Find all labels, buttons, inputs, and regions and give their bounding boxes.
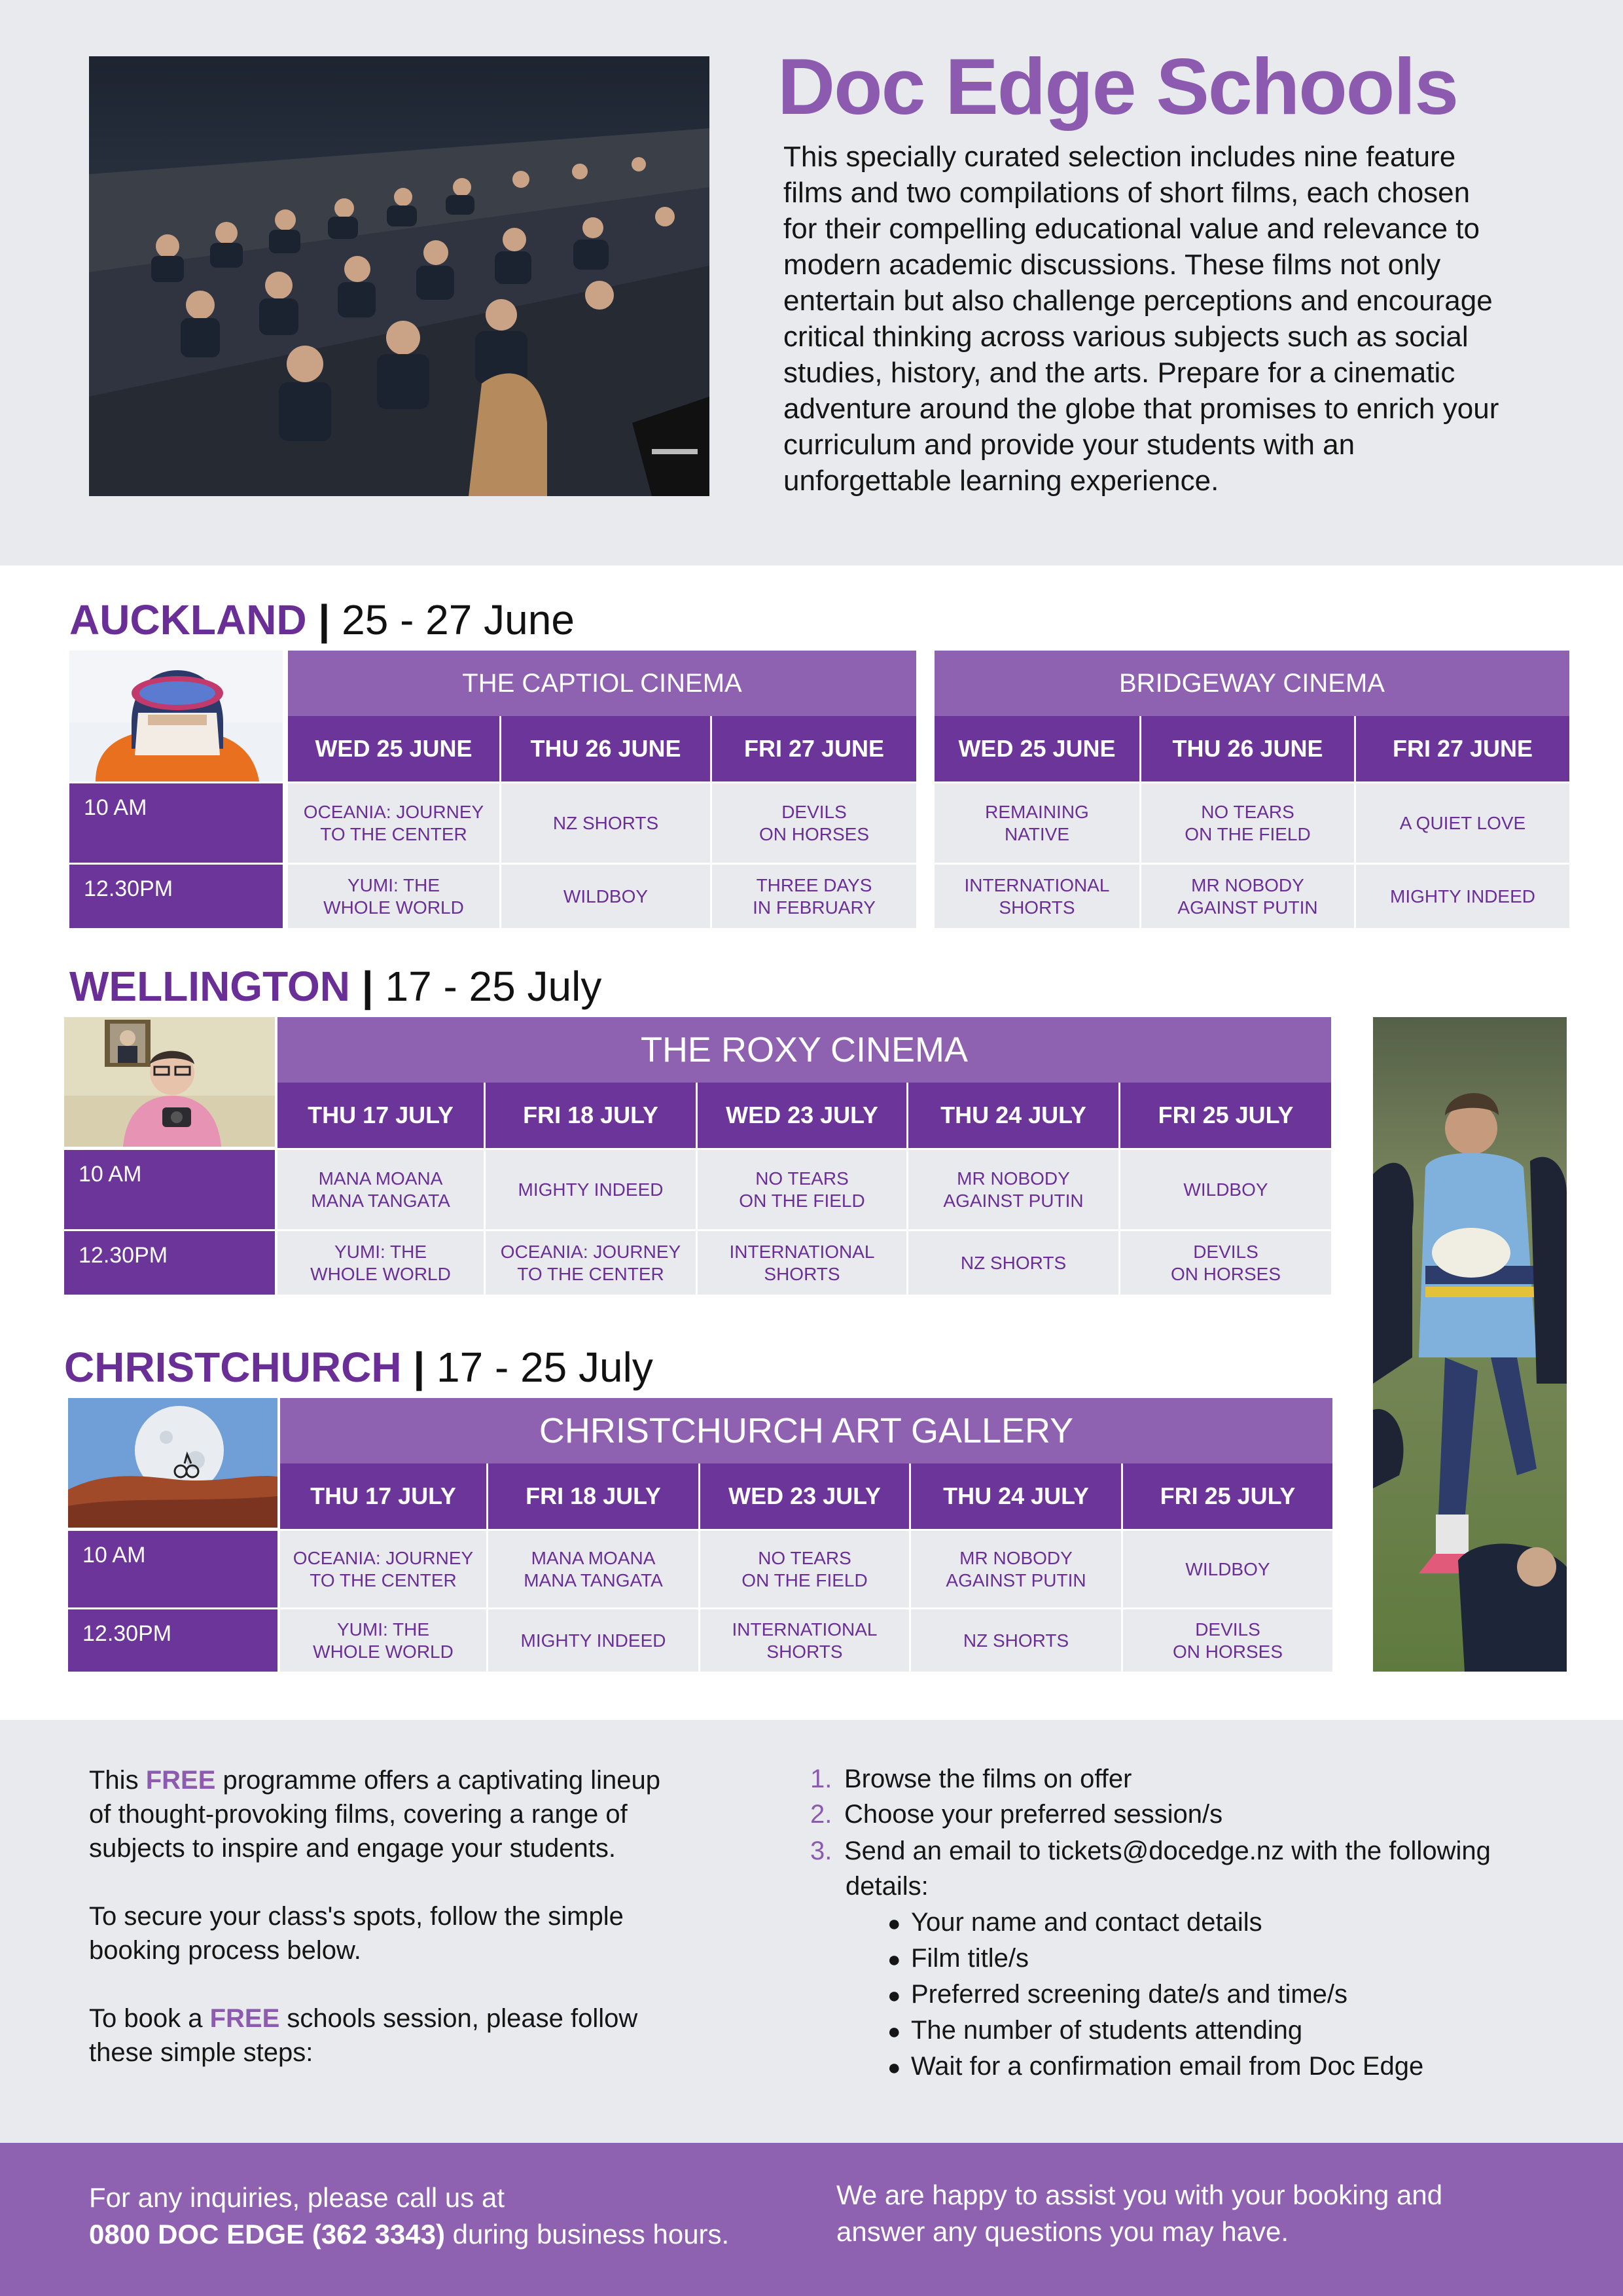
text-line: these simple steps: — [89, 2038, 313, 2067]
film-cell: MIGHTY INDEED — [486, 1148, 698, 1229]
film-cell: NO TEARS ON THE FIELD — [700, 1529, 911, 1607]
film-cell: A QUIET LOVE — [1356, 781, 1569, 863]
day-header: FRI 18 JULY — [486, 1083, 698, 1148]
venue-header: BRIDGEWAY CINEMA — [935, 651, 1569, 716]
text-line: subjects to inspire and engage your students. — [89, 1834, 616, 1863]
step-number: 3. — [810, 1837, 832, 1865]
film-cell: INTERNATIONAL SHORTS — [935, 863, 1141, 928]
step-text: Browse the films on offer — [844, 1765, 1132, 1793]
time-slot-label: 12.30PM — [68, 1607, 277, 1672]
time-slot-label: 10 AM — [64, 1148, 275, 1229]
text-segment: schools session, please follow — [279, 2004, 638, 2033]
text-line: answer any questions you may have. — [836, 2216, 1289, 2247]
time-slot-label: 10 AM — [69, 781, 283, 863]
day-header: WED 23 JULY — [700, 1463, 911, 1529]
bullet-icon: ● — [887, 1947, 901, 1972]
bullet-icon: ● — [887, 2055, 901, 2080]
film-cell: WILDBOY — [501, 863, 712, 928]
text-segment: programme offers a captivating lineup — [215, 1766, 661, 1795]
day-header: THU 17 JULY — [280, 1463, 488, 1529]
rugby-photo — [1373, 1017, 1567, 1672]
film-cell: THREE DAYS IN FEBRUARY — [712, 863, 916, 928]
phone-number: 0800 DOC EDGE (362 3343) — [89, 2219, 445, 2250]
film-cell: NZ SHORTS — [908, 1229, 1120, 1295]
bullet-icon: ● — [887, 1983, 901, 2008]
film-cell: REMAINING NATIVE — [935, 781, 1141, 863]
day-header: WED 25 JUNE — [288, 716, 501, 781]
venue-header: THE CAPTIOL CINEMA — [288, 651, 916, 716]
day-header: FRI 25 JULY — [1123, 1463, 1332, 1529]
film-cell: DEVILS ON HORSES — [712, 781, 916, 863]
intro-line: adventure around the globe that promises to enrich your — [783, 393, 1499, 425]
step-number: 1. — [810, 1765, 832, 1793]
intro-line: modern academic discussions. These films not only — [783, 249, 1441, 281]
day-header: THU 24 JULY — [911, 1463, 1123, 1529]
auckland-heading — [69, 597, 575, 643]
text-line: booking process below. — [89, 1936, 361, 1965]
day-header: FRI 27 JUNE — [712, 716, 916, 781]
booking-steps-intro — [89, 2001, 637, 2070]
film-cell: OCEANIA: JOURNEY TO THE CENTER — [486, 1229, 698, 1295]
text-line — [89, 2216, 729, 2253]
film-cell: MIGHTY INDEED — [488, 1607, 700, 1672]
film-cell: WILDBOY — [1123, 1529, 1332, 1607]
bullet-text: Preferred screening date/s and time/s — [911, 1980, 1348, 2009]
venue-header: CHRISTCHURCH ART GALLERY — [280, 1398, 1332, 1463]
bullet-icon: ● — [887, 1911, 901, 1936]
text-line: For any inquiries, please call us at — [89, 2182, 505, 2213]
programme-description — [89, 1763, 660, 1865]
booking-step-continued: details: — [846, 1872, 929, 1901]
city-name: CHRISTCHURCH — [64, 1344, 402, 1391]
text-segment: during business hours. — [444, 2219, 730, 2250]
time-slot-label: 10 AM — [68, 1529, 277, 1607]
film-cell: INTERNATIONAL SHORTS — [700, 1607, 911, 1672]
detail-bullet — [887, 1941, 1029, 1978]
day-header: FRI 18 JULY — [488, 1463, 700, 1529]
heading-separator: | — [318, 596, 330, 643]
bullet-text: Wait for a confirmation email from Doc Edge — [911, 2052, 1424, 2081]
intro-paragraph — [783, 139, 1523, 499]
text-line: We are happy to assist you with your booking and — [836, 2179, 1443, 2210]
time-slot-label: 12.30PM — [69, 863, 283, 928]
day-header: THU 17 JULY — [277, 1083, 486, 1148]
text-line: of thought-provoking films, covering a range of — [89, 1800, 628, 1829]
film-cell: OCEANIA: JOURNEY TO THE CENTER — [280, 1529, 488, 1607]
christchurch-photo — [68, 1398, 277, 1528]
film-cell: OCEANIA: JOURNEY TO THE CENTER — [288, 781, 501, 863]
film-cell: MANA MOANA MANA TANGATA — [277, 1148, 486, 1229]
text-line: To secure your class's spots, follow the simple — [89, 1902, 624, 1931]
wellington-photo — [64, 1017, 275, 1147]
heading-separator: | — [413, 1344, 425, 1391]
audience-photo — [89, 56, 709, 496]
intro-line: This specially curated selection includes nine feature — [783, 141, 1456, 173]
bullet-text: Film title/s — [911, 1944, 1029, 1973]
step-text: Send an email to tickets@docedge.nz with the following — [844, 1837, 1491, 1865]
day-header: THU 26 JUNE — [1141, 716, 1356, 781]
text-segment: To book a — [89, 2004, 210, 2033]
film-cell: YUMI: THE WHOLE WORLD — [288, 863, 501, 928]
film-cell: MIGHTY INDEED — [1356, 863, 1569, 928]
free-highlight: FREE — [209, 2004, 280, 2033]
film-cell: NZ SHORTS — [911, 1607, 1123, 1672]
booking-step — [810, 1762, 1132, 1796]
booking-step — [810, 1797, 1222, 1831]
bullet-text: The number of students attending — [911, 2016, 1303, 2045]
footer-assist — [836, 2177, 1442, 2250]
detail-bullet — [887, 1977, 1347, 2014]
intro-line: unforgettable learning experience. — [783, 465, 1219, 497]
day-header: FRI 25 JULY — [1120, 1083, 1331, 1148]
venue-header: THE ROXY CINEMA — [277, 1017, 1331, 1083]
step-number: 2. — [810, 1800, 832, 1829]
intro-line: critical thinking across various subjects such as social — [783, 321, 1469, 353]
text-line — [89, 1763, 660, 1797]
intro-line: for their compelling educational value and relevance to — [783, 213, 1480, 245]
day-header: FRI 27 JUNE — [1356, 716, 1569, 781]
free-highlight: FREE — [145, 1766, 216, 1795]
text-segment: This — [89, 1766, 146, 1795]
step-text: Choose your preferred session/s — [844, 1800, 1223, 1829]
bullet-icon: ● — [887, 2019, 901, 2044]
day-header: WED 23 JULY — [698, 1083, 908, 1148]
day-header: THU 24 JULY — [908, 1083, 1120, 1148]
film-cell: MR NOBODY AGAINST PUTIN — [911, 1529, 1123, 1607]
time-slot-label: 12.30PM — [64, 1229, 275, 1295]
film-cell: MR NOBODY AGAINST PUTIN — [908, 1148, 1120, 1229]
text-line — [89, 2001, 637, 2036]
city-dates: 17 - 25 July — [385, 963, 602, 1010]
intro-line: entertain but also challenge perceptions and encourage — [783, 285, 1493, 317]
film-cell: YUMI: THE WHOLE WORLD — [277, 1229, 486, 1295]
booking-step — [810, 1834, 1491, 1868]
film-cell: MANA MOANA MANA TANGATA — [488, 1529, 700, 1607]
booking-intro — [89, 1899, 624, 1967]
city-dates: 25 - 27 June — [342, 596, 575, 643]
film-cell: DEVILS ON HORSES — [1123, 1607, 1332, 1672]
city-name: WELLINGTON — [69, 963, 350, 1010]
intro-line: films and two compilations of short films, each chosen — [783, 177, 1471, 209]
page-title: Doc Edge Schools — [777, 42, 1458, 131]
intro-line: curriculum and provide your students with an — [783, 429, 1355, 461]
detail-bullet — [887, 2013, 1302, 2050]
film-cell: DEVILS ON HORSES — [1120, 1229, 1331, 1295]
detail-bullet — [887, 2049, 1423, 2086]
film-cell: MR NOBODY AGAINST PUTIN — [1141, 863, 1356, 928]
auckland-photo — [69, 651, 283, 781]
detail-bullet — [887, 1905, 1262, 1942]
day-header: WED 25 JUNE — [935, 716, 1141, 781]
film-cell: WILDBOY — [1120, 1148, 1331, 1229]
wellington-heading — [69, 963, 601, 1009]
city-name: AUCKLAND — [69, 596, 307, 643]
footer-contact — [89, 2179, 729, 2253]
bullet-text: Your name and contact details — [911, 1908, 1262, 1937]
film-cell: NO TEARS ON THE FIELD — [1141, 781, 1356, 863]
film-cell: NO TEARS ON THE FIELD — [698, 1148, 908, 1229]
intro-line: studies, history, and the arts. Prepare for a cinematic — [783, 357, 1455, 389]
christchurch-heading — [64, 1344, 653, 1390]
city-dates: 17 - 25 July — [437, 1344, 653, 1391]
day-header: THU 26 JUNE — [501, 716, 712, 781]
film-cell: INTERNATIONAL SHORTS — [698, 1229, 908, 1295]
film-cell: YUMI: THE WHOLE WORLD — [280, 1607, 488, 1672]
film-cell: NZ SHORTS — [501, 781, 712, 863]
heading-separator: | — [361, 963, 374, 1010]
